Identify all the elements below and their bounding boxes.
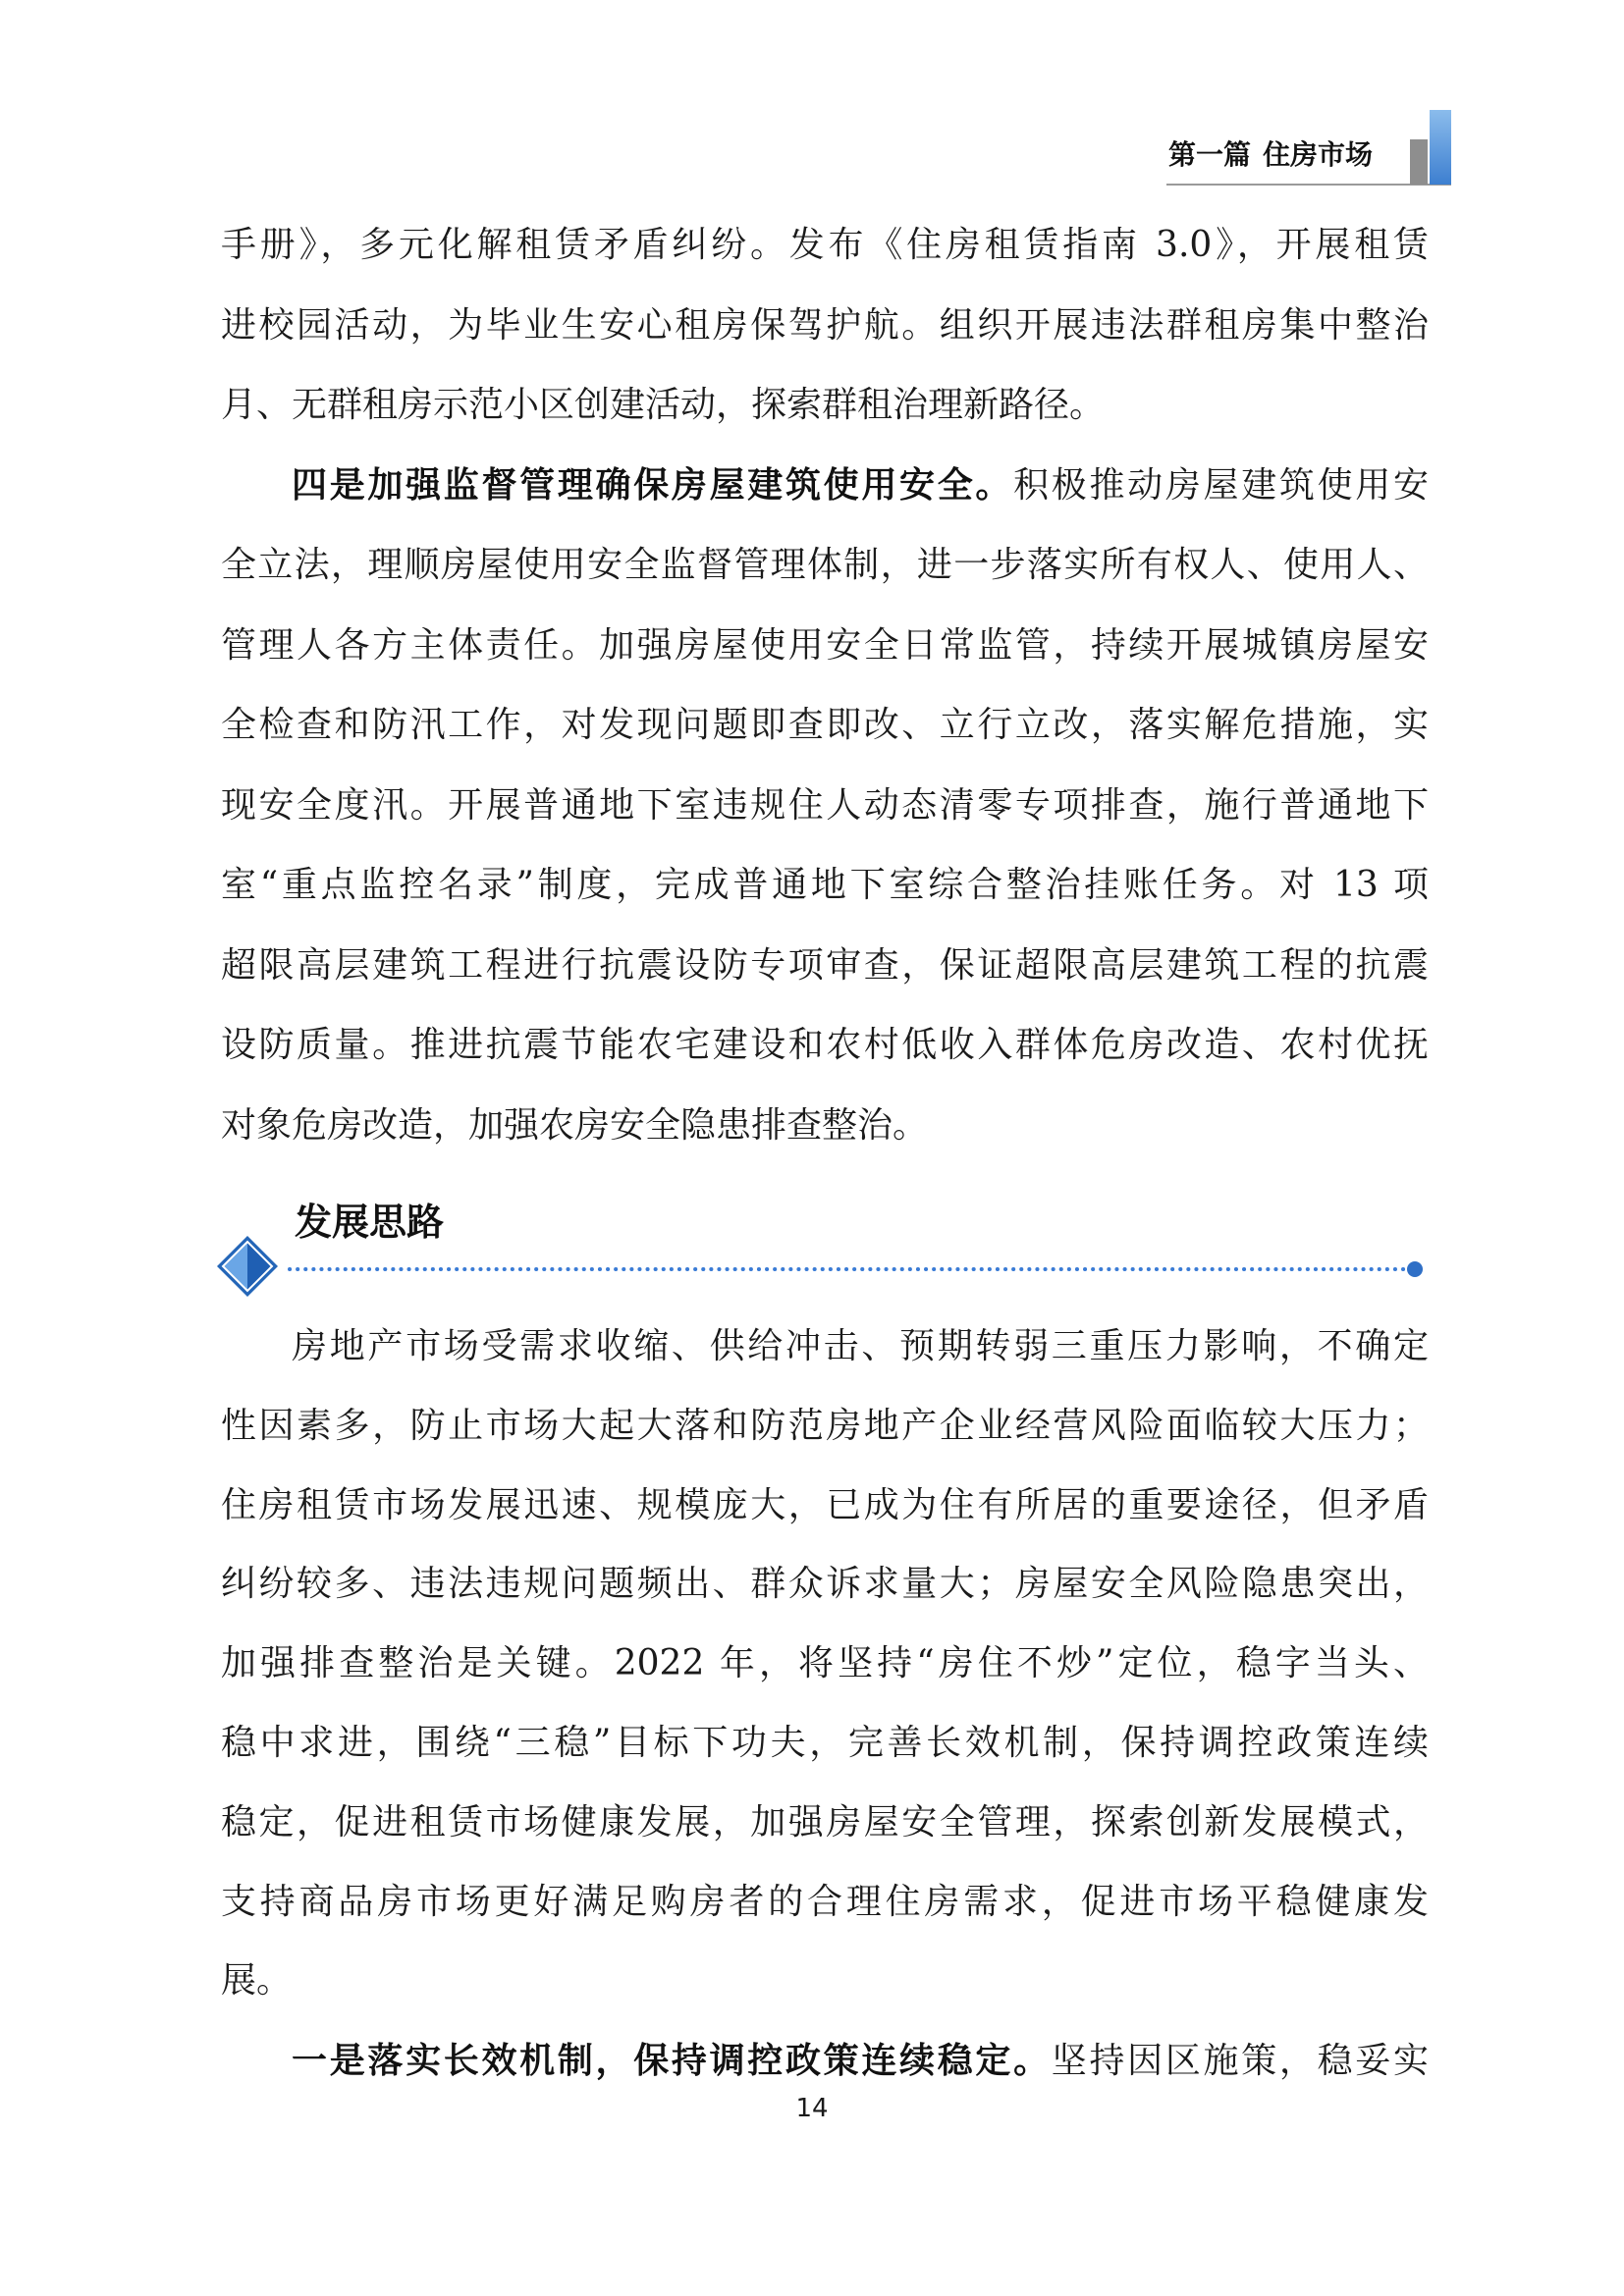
text-run: 积极推动房屋建筑使用安 <box>1013 464 1429 506</box>
text-line: 全立法，理顺房屋使用安全监督管理体制，进一步落实所有权人、使用人、 <box>221 545 1429 585</box>
text-line: 稳定，促进租赁市场健康发展，加强房屋安全管理，探索创新发展模式， <box>221 1801 1429 1842</box>
text-line: 支持商品房市场更好满足购房者的合理住房需求，促进市场平稳健康发 <box>221 1881 1429 1922</box>
text-line <box>221 446 1429 526</box>
text-line: 月、无群租房示范小区创建活动，探索群租治理新路径。 <box>221 385 1106 425</box>
header-part: 第一篇 <box>1168 138 1252 171</box>
text-line: 设防质量。推进抗震节能农宅建设和农村低收入群体危房改造、农村优抚 <box>221 1025 1429 1065</box>
body-text-lower <box>221 1308 1429 2101</box>
header-title: 住房市场 <box>1263 138 1374 171</box>
diamond-inner <box>223 1242 272 1291</box>
text-line: 超限高层建筑工程进行抗震设防专项审查，保证超限高层建筑工程的抗震 <box>221 944 1429 986</box>
text-line: 进校园活动，为毕业生安心租房保驾护航。组织开展违法群租房集中整治 <box>221 304 1429 346</box>
lead-sentence: 一是落实长效机制，保持调控政策连续稳定。 <box>292 2040 1052 2082</box>
text-line: 加强排查整治是关键。2022 年，将坚持“房住不炒”定位，稳字当头、 <box>221 1643 1429 1684</box>
header-grey-bar <box>1410 139 1428 185</box>
text-line: 住房租赁市场发展迅速、规模庞大，已成为住有所居的重要途径，但矛盾 <box>221 1484 1429 1525</box>
body-text-upper <box>221 205 1429 1165</box>
running-header <box>1168 137 1373 173</box>
section-heading: 发展思路 <box>295 1201 445 1244</box>
text-line: 房地产市场受需求收缩、供给冲击、预期转弱三重压力影响，不确定 <box>292 1326 1429 1366</box>
page-number: 14 <box>795 2094 829 2123</box>
text-line: 现安全度汛。开展普通地下室违规住人动态清零专项排查，施行普通地下 <box>221 784 1429 826</box>
text-line: 全检查和防汛工作，对发现问题即查即改、立行立改，落实解危措施，实 <box>221 705 1429 745</box>
text-line: 性因素多，防止市场大起大落和防范房地产企业经营风险面临较大压力； <box>221 1405 1429 1446</box>
text-line: 展。 <box>221 1960 293 2002</box>
text-line: 手册》，多元化解租赁矛盾纠纷。发布《住房租赁指南 3.0》，开展租赁 <box>221 225 1429 265</box>
section-divider <box>211 1233 1434 1302</box>
text-line: 纠纷较多、违法违规问题频出、群众诉求量大；房屋安全风险隐患突出， <box>221 1564 1429 1605</box>
lead-sentence: 四是加强监督管理确保房屋建筑使用安全。 <box>292 463 1014 506</box>
text-line: 对象危房改造，加强农房安全隐患排查整治。 <box>221 1104 929 1146</box>
text-line: 室“重点监控名录”制度，完成普通地下室综合整治挂账任务。对 13 项 <box>221 865 1429 905</box>
text-line <box>221 2021 1429 2101</box>
header-blue-bar <box>1430 110 1451 185</box>
header-rule <box>1166 184 1451 186</box>
rule-end-dot <box>1407 1261 1423 1277</box>
text-line: 稳中求进，围绕“三稳”目标下功夫，完善长效机制，保持调控政策连续 <box>221 1722 1429 1763</box>
text-run: 坚持因区施策，稳妥实 <box>1051 2041 1429 2082</box>
text-line: 管理人各方主体责任。加强房屋使用安全日常监管，持续开展城镇房屋安 <box>221 624 1429 666</box>
